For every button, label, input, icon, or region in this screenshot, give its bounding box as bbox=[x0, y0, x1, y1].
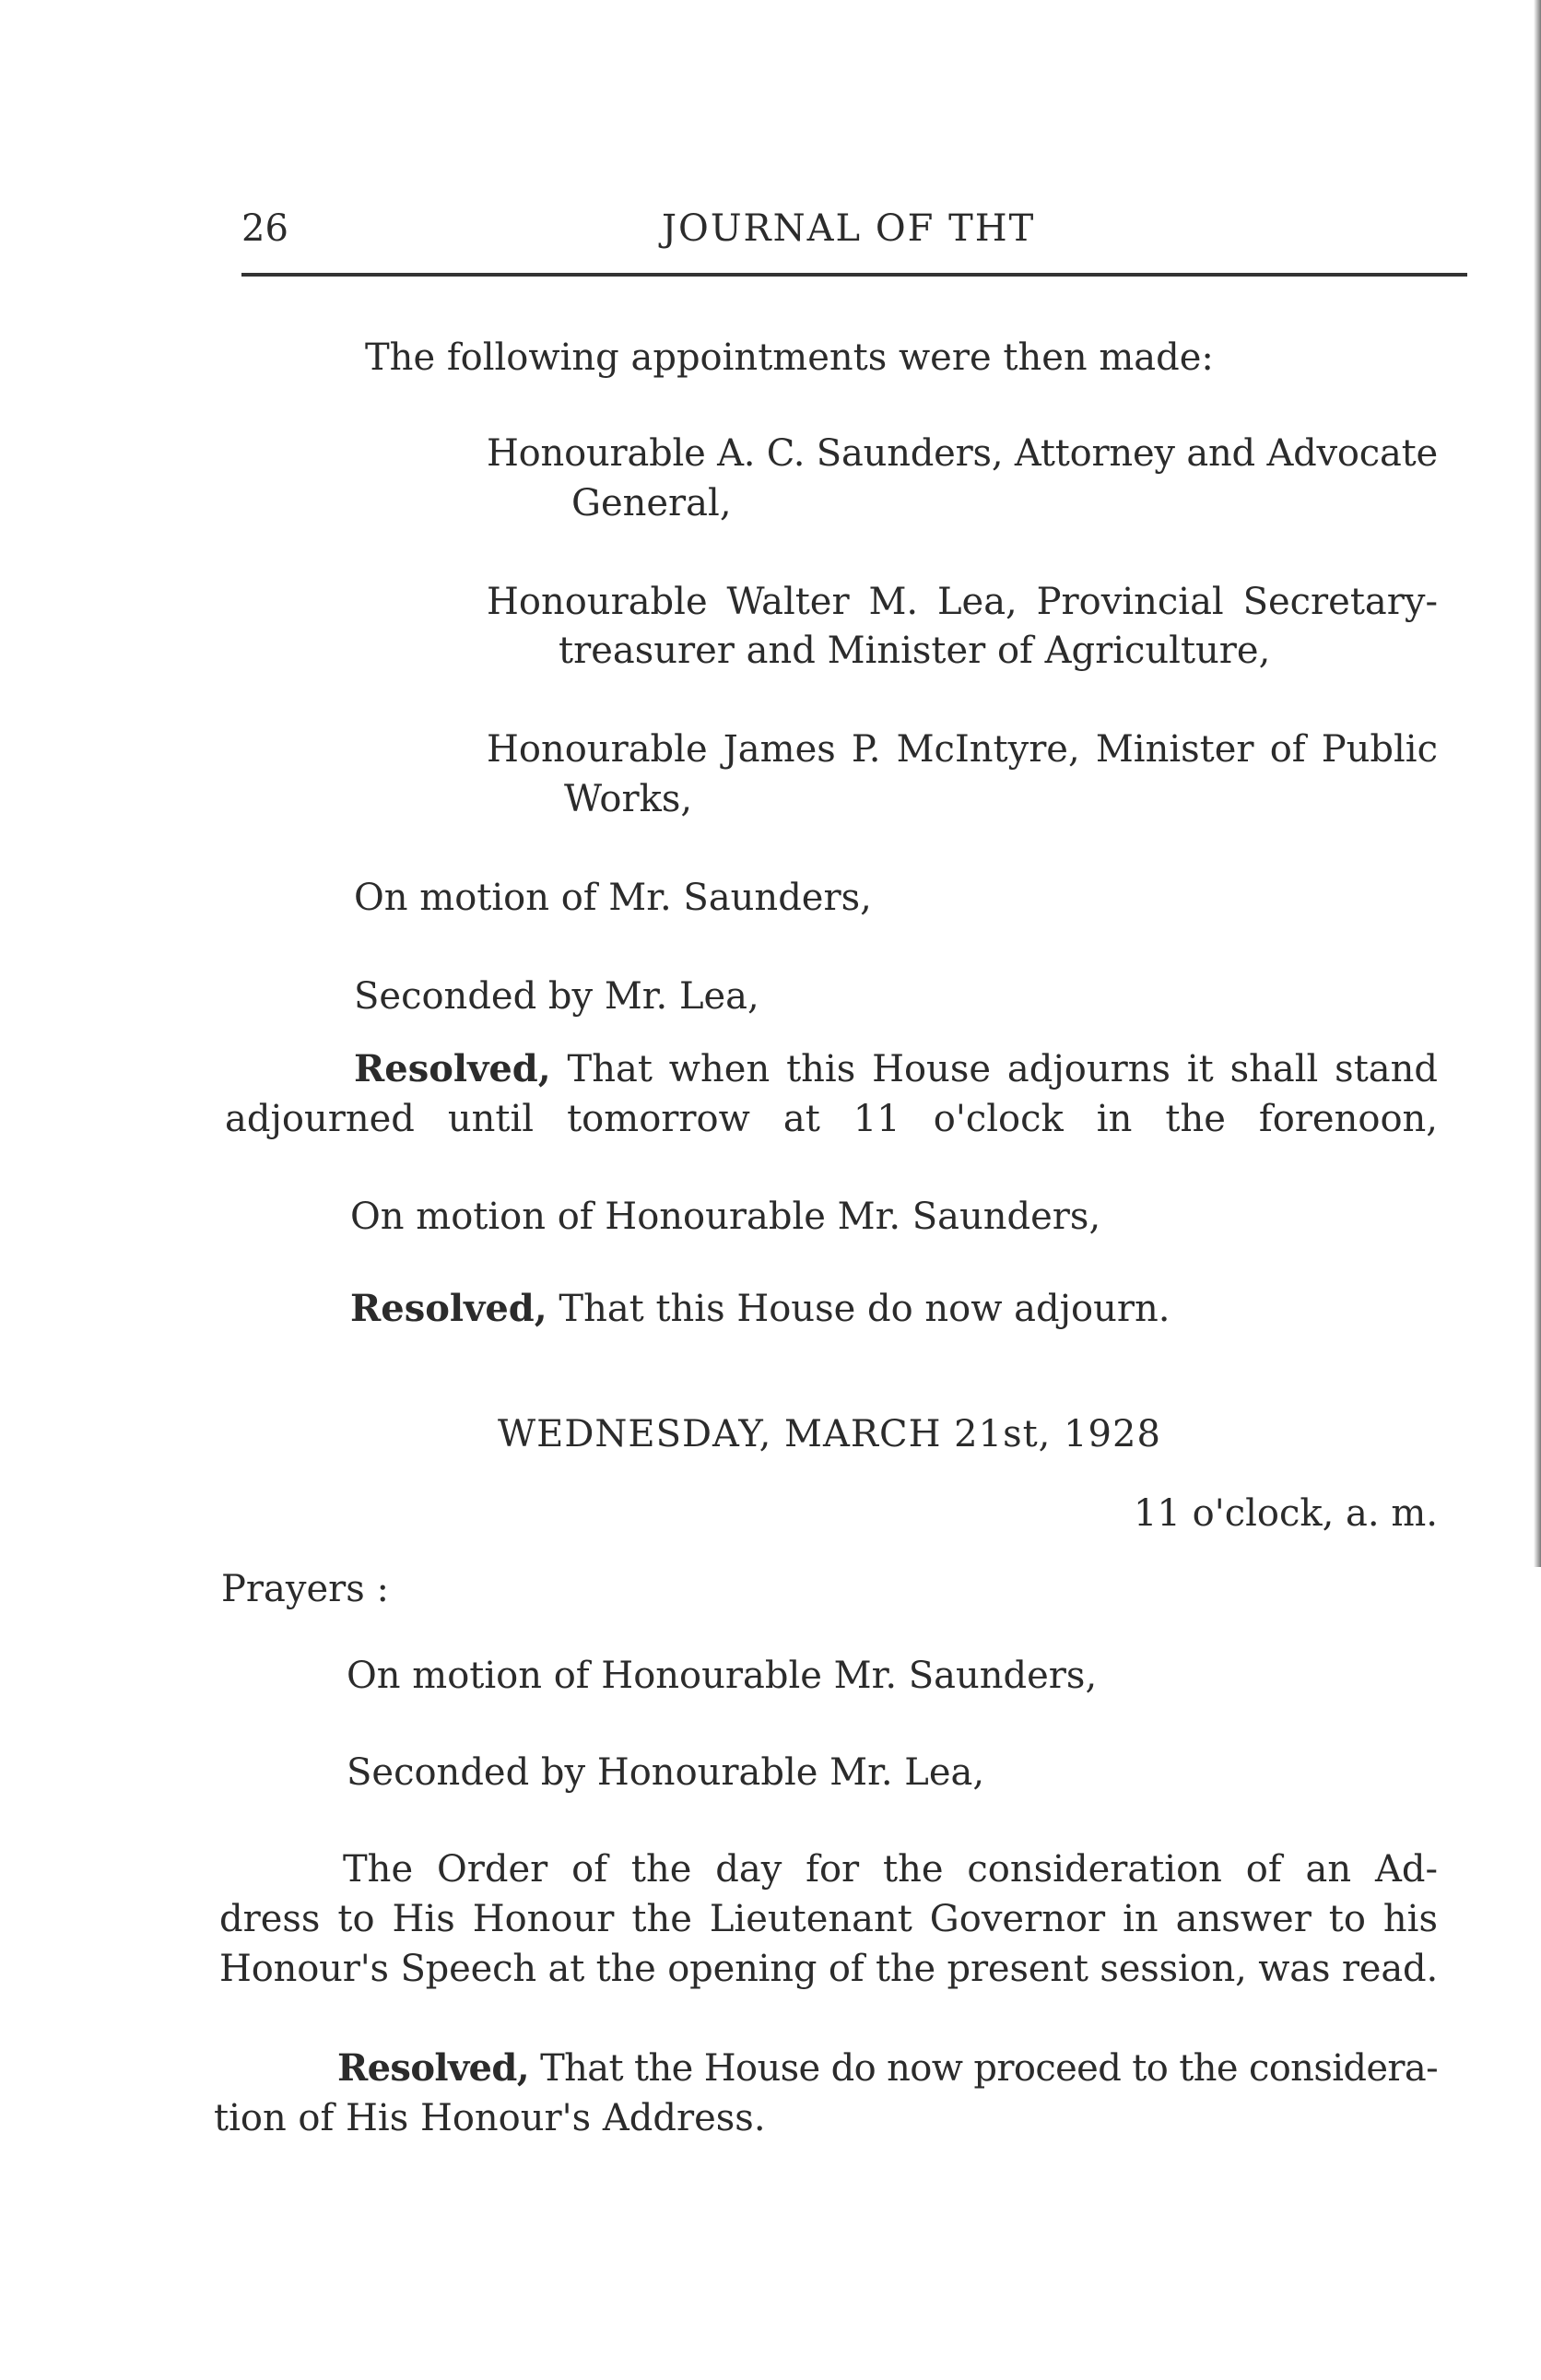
date-heading: WEDNESDAY, MARCH 21st, 1928 bbox=[498, 1413, 1161, 1455]
seconded-1: Seconded by Mr. Lea, bbox=[354, 975, 759, 1018]
order-line-3: Honour's Speech at the opening of the present session, was read. bbox=[219, 1948, 1438, 1990]
order-line-2: dress to His Honour the Lieutenant Governor in answer to his bbox=[219, 1898, 1438, 1940]
resolved-1-line1 bbox=[354, 1045, 1438, 1093]
resolved-3-line1 bbox=[337, 2044, 1438, 2092]
appointment-3-line2: Works, bbox=[564, 778, 693, 820]
appointment-1-line1: Honourable A. C. Saunders, Attorney and Advocate bbox=[487, 432, 1438, 475]
appointment-2-line2: treasurer and Minister of Agriculture, bbox=[559, 630, 1271, 672]
resolved-1-text: That when this House adjourns it shall stand bbox=[550, 1048, 1438, 1090]
appointment-3-line1: Honourable James P. McIntyre, Minister of Public bbox=[487, 728, 1438, 771]
motion-3: On motion of Honourable Mr. Saunders, bbox=[347, 1655, 1098, 1697]
resolved-label: Resolved, bbox=[354, 1047, 551, 1090]
resolved-2 bbox=[350, 1285, 1170, 1333]
page-number: 26 bbox=[241, 207, 288, 250]
resolved-3-text: That the House do now proceed to the considera- bbox=[529, 2047, 1438, 2090]
appointment-2-line1: Honourable Walter M. Lea, Provincial Secretary- bbox=[487, 581, 1438, 623]
motion-1: On motion of Mr. Saunders, bbox=[354, 877, 872, 919]
motion-2: On motion of Honourable Mr. Saunders, bbox=[350, 1196, 1101, 1238]
time-line: 11 o'clock, a. m. bbox=[1134, 1492, 1438, 1535]
resolved-label: Resolved, bbox=[337, 2046, 530, 2090]
resolved-label: Resolved, bbox=[350, 1287, 547, 1330]
resolved-3-line2: tion of His Honour's Address. bbox=[214, 2097, 766, 2139]
running-title: JOURNAL OF THT bbox=[662, 207, 1036, 250]
header-rule bbox=[241, 273, 1467, 277]
resolved-2-text: That this House do now adjourn. bbox=[547, 1288, 1170, 1330]
intro-line: The following appointments were then made: bbox=[365, 336, 1214, 379]
resolved-1-line2: adjourned until tomorrow at 11 o'clock in the forenoon, bbox=[225, 1098, 1438, 1140]
prayers-line: Prayers : bbox=[221, 1568, 389, 1610]
order-line-1: The Order of the day for the consideration of an Ad- bbox=[343, 1848, 1438, 1891]
page-edge-shadow bbox=[1534, 0, 1541, 1567]
appointment-1-line2: General, bbox=[571, 482, 732, 524]
seconded-3: Seconded by Honourable Mr. Lea, bbox=[347, 1751, 985, 1794]
